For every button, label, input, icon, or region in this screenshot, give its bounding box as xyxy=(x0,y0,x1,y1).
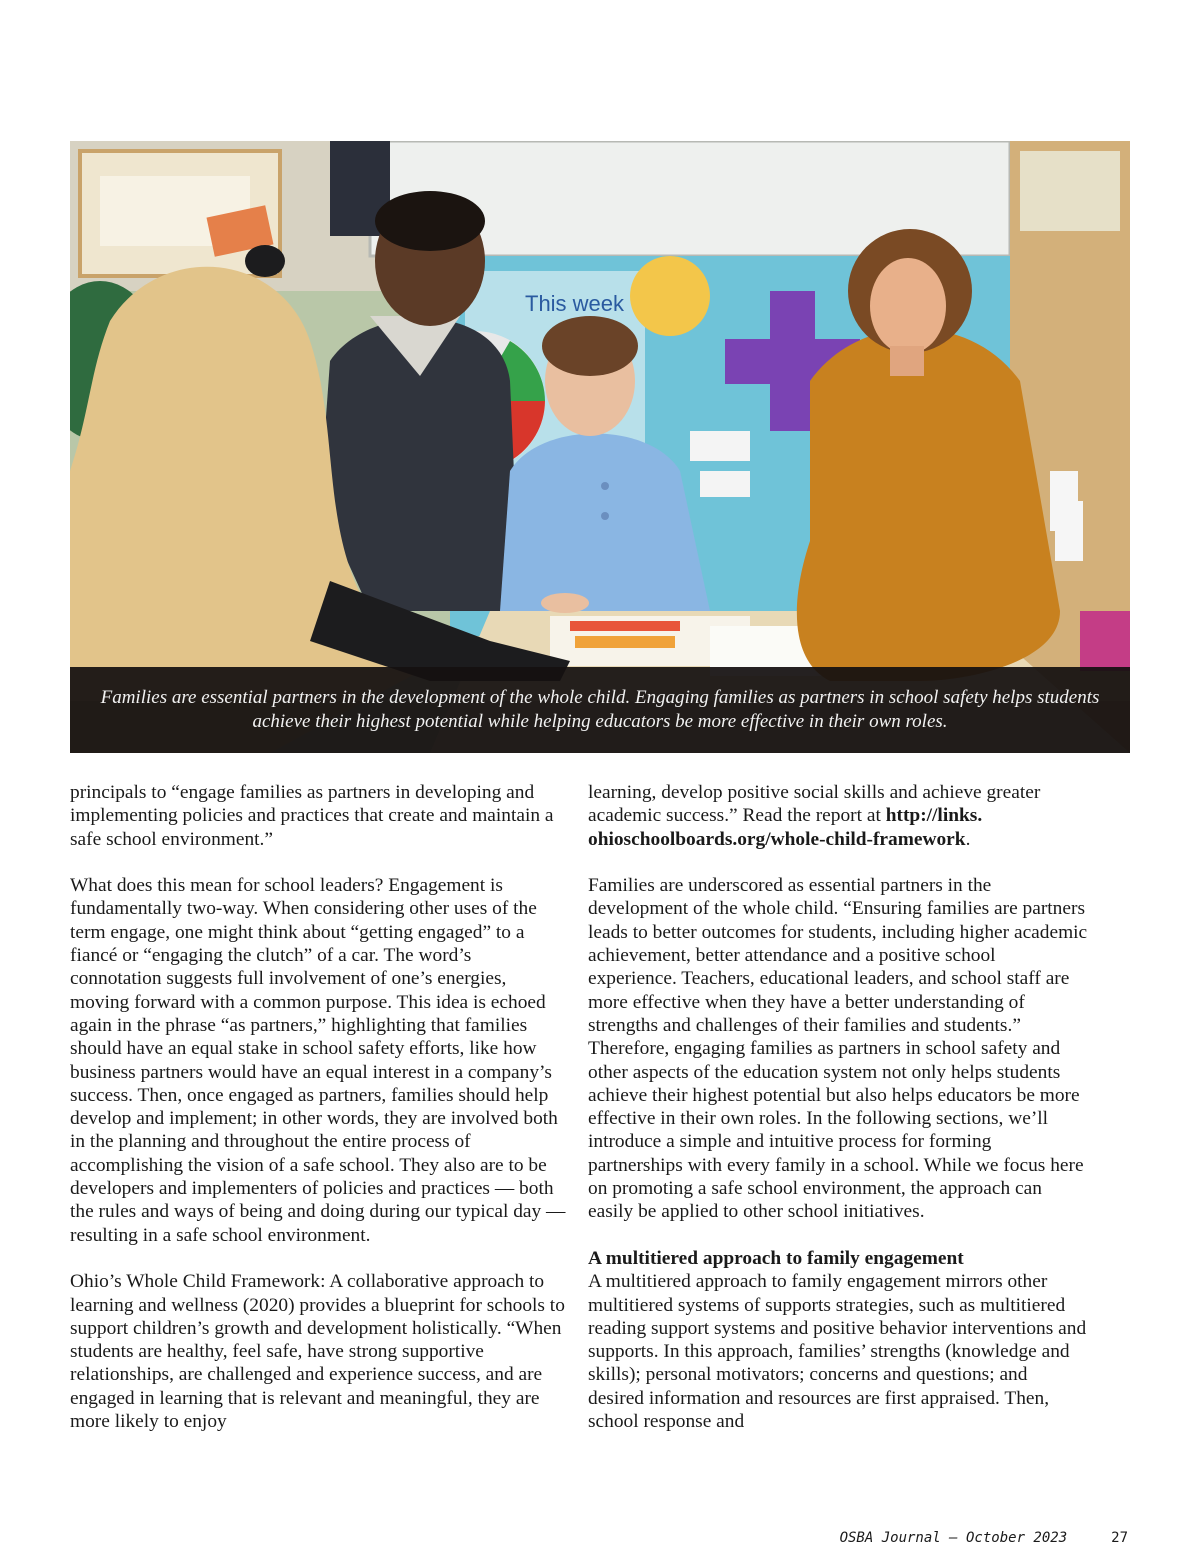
page-number: 27 xyxy=(1111,1530,1128,1546)
left-paragraph-3: Ohio’s Whole Child Framework: A collaborative approach to learning and wellness (2020) provides a blueprint for schools to support children’s growth and development holistically. “When students are healthy, feel safe, have strong supportive relationships, are challenged and experience success, and are engaged in learning that is relevant and meaningful, they are more likely to enjoy xyxy=(70,1271,565,1433)
article-photo xyxy=(70,141,1130,753)
photo-caption: Families are essential partners in the development of the whole child. Engaging families as partners in school safety helps students achieve their highest potential while helping educators be more effective in their own roles. xyxy=(70,667,1130,753)
journal-title: OSBA Journal — October 2023 xyxy=(839,1530,1068,1546)
framework-report-link[interactable]: http://links. ohioschoolboards.org/whole-child-framework xyxy=(588,805,983,850)
right-column xyxy=(588,781,1088,1433)
right-paragraph-1-end: . xyxy=(965,828,971,850)
right-paragraph-1-text: learning, develop positive social skills and achieve greater academic success.” Read the report at xyxy=(588,782,1041,827)
right-paragraph-3: A multitiered approach to family engagement mirrors other multitiered systems of supports strategies, such as multitiered reading support systems and positive behavior interventions and supports. In this approach, families’ strengths (knowledge and skills); personal motivators; concerns and questions; and desired information and resources are first appraised. Then, school response and xyxy=(588,1271,1087,1433)
right-paragraph-2: Families are underscored as essential partners in the development of the whole child. “Ensuring families are partners leads to better outcomes for students, including higher academic achievement, better attendance and a positive school experience. Teachers, educational leaders, and school staff are more effective when they have a better understanding of strengths and challenges of their families and students.” Therefore, engaging families as partners in school safety and other aspects of the education system not only helps students achieve their highest potential but also helps educators be more effective in their own roles. In the following sections, we’ll introduce a simple and intuitive process for forming partnerships with every family in a school. While we focus here on promoting a safe school environment, the approach can easily be applied to other school initiatives. xyxy=(588,875,1088,1223)
board-text: This week xyxy=(525,291,625,316)
page-footer xyxy=(0,1530,1128,1546)
left-column xyxy=(70,781,566,1433)
section-heading: A multitiered approach to family engagement xyxy=(588,1247,964,1269)
right-paragraph-1 xyxy=(588,781,1088,851)
classroom-illustration xyxy=(70,141,1130,753)
left-paragraph-1: principals to “engage families as partners in developing and implementing policies and practices that create and maintain a safe school environment.” xyxy=(70,782,554,850)
left-paragraph-2: What does this mean for school leaders? Engagement is fundamentally two-way. When considering other uses of the term engage, one might think about “getting engaged” to a fiancé or “engaging the clutch” of a car. The word’s connotation suggests full involvement of one’s energies, moving forward with a common purpose. This idea is echoed again in the phrase “as partners,” highlighting that families should have an equal stake in school safety efforts, like how business partners would have an equal interest in a company’s success. Then, once engaged as partners, families should help develop and implement; in other words, they are involved both in the planning and throughout the entire process of accomplishing the vision of a safe school. They also are to be developers and implementers of policies and practices — both the rules and ways of being and doing during our typical day — resulting in a safe school environment. xyxy=(70,875,566,1246)
